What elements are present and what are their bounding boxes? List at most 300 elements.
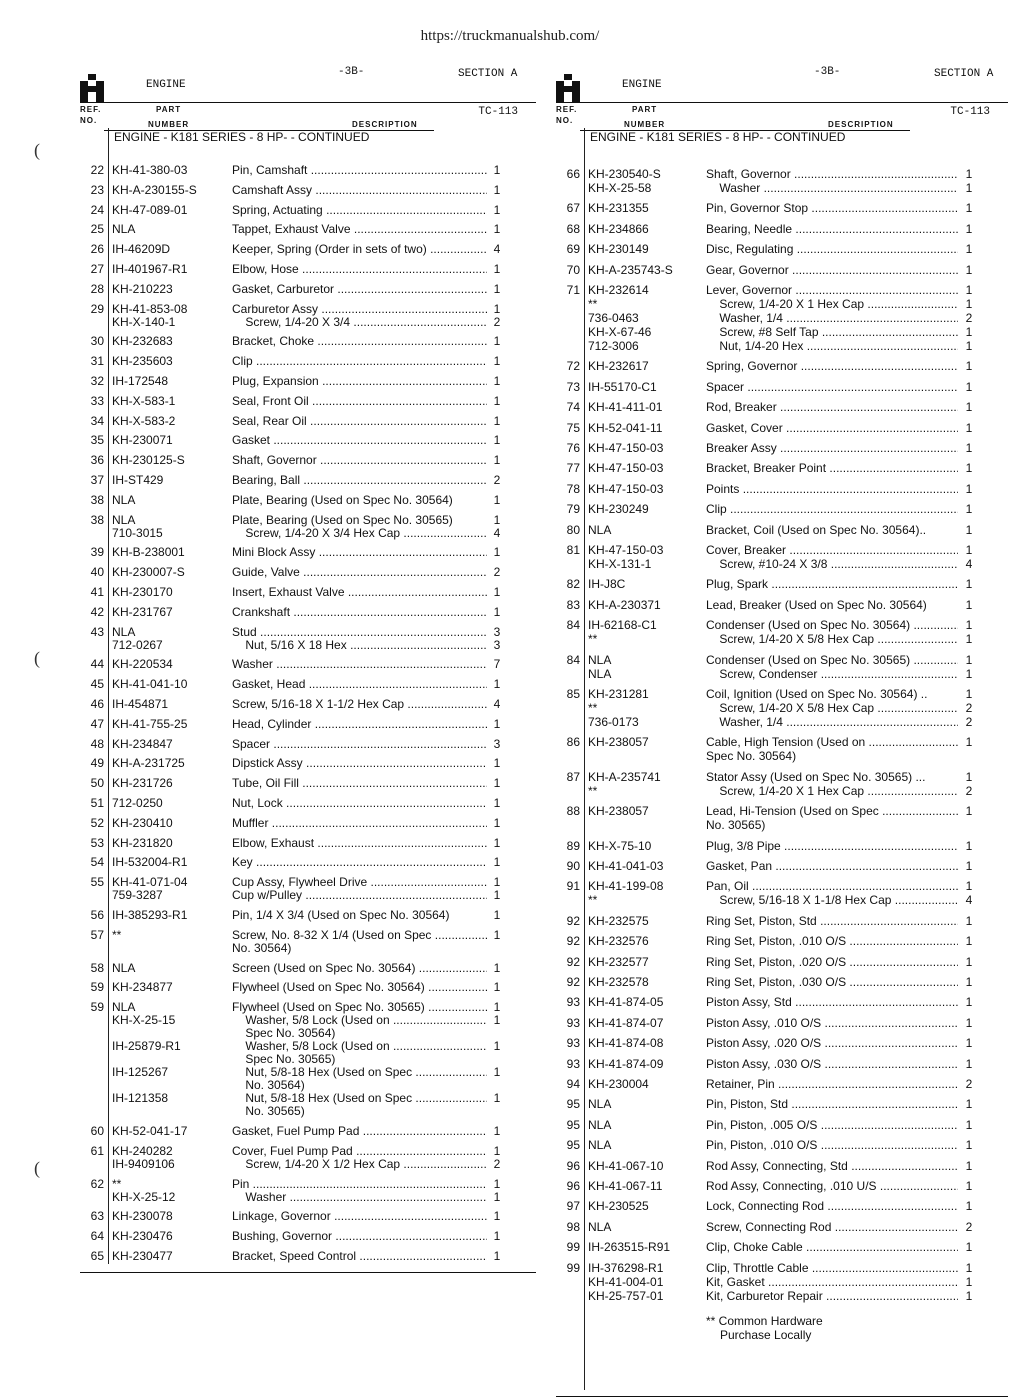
part-description: Nut, 5/8-18 Hex (Used on Spec ..... — [232, 1066, 487, 1079]
part-description: Pin, Governor Stop ..... — [706, 202, 958, 215]
part-description: Camshaft Assy ..... — [232, 184, 487, 197]
engine-heading: ENGINE — [146, 79, 186, 91]
ref-number: 92 — [566, 975, 580, 989]
part-description: Gasket, Pan ..... — [706, 860, 958, 873]
ref-number: 35 — [90, 433, 104, 448]
engine-heading: ENGINE — [622, 79, 662, 91]
part-number: KH-47-150-03 — [588, 461, 664, 476]
part-number: KH-231726 — [112, 776, 173, 791]
ref-number: 34 — [90, 413, 104, 428]
quantity: 1 — [965, 1036, 973, 1051]
ref-divider-line — [584, 128, 585, 1390]
part-label: PART — [156, 105, 182, 114]
part-number: KH-234847 — [112, 736, 173, 751]
part-number: NLA — [588, 666, 612, 681]
quantity: 4 — [493, 242, 501, 257]
ref-number: 99 — [566, 1240, 580, 1255]
description-label: DESCRIPTION — [828, 120, 894, 129]
part-description: Screw, Connecting Rod ..... — [706, 1221, 958, 1234]
subhead: ENGINE - K181 SERIES - 8 HP- - CONTINUED — [114, 130, 370, 144]
part-number: KH-41-380-03 — [112, 163, 188, 177]
ref-number: 63 — [90, 1209, 104, 1224]
part-number: KH-232577 — [588, 954, 649, 969]
part-description: Elbow, Hose ..... — [232, 263, 487, 276]
quantity: 1 — [493, 908, 501, 922]
ref-number: 55 — [90, 875, 104, 890]
ref-number: 39 — [90, 545, 104, 560]
ref-number: 60 — [90, 1124, 104, 1138]
quantity: 1 — [965, 461, 973, 476]
page-number: -3B- — [814, 66, 841, 78]
ref-number: 36 — [90, 453, 104, 468]
part-number: ** — [588, 893, 598, 908]
part-number: KH-238057 — [588, 735, 649, 750]
part-number: NLA — [588, 1219, 612, 1234]
quantity: 1 — [493, 222, 501, 237]
ref-number: 77 — [566, 461, 580, 476]
number-label: NUMBER — [148, 120, 190, 129]
number-label: NUMBER — [624, 120, 666, 129]
ref-number: 57 — [90, 927, 104, 942]
part-description: Gasket, Carburetor ..... — [232, 283, 487, 296]
quantity: 1 — [493, 1176, 501, 1191]
part-description: Ring Set, Piston, .030 O/S ..... — [706, 976, 958, 989]
part-number: KH-220534 — [112, 657, 173, 672]
quantity: 1 — [493, 875, 501, 890]
part-number: KH-A-235741 — [588, 769, 661, 784]
quantity: 1 — [965, 522, 973, 537]
part-description: Seal, Front Oil ..... — [232, 395, 487, 408]
ref-number: 24 — [90, 202, 104, 217]
part-description: Screw, 1/4-20 X 3/4 Hex Cap ..... — [232, 527, 487, 540]
ref-number: 41 — [90, 585, 104, 599]
part-description: Bearing, Needle ..... — [706, 223, 958, 236]
ref-number: 37 — [90, 473, 104, 487]
part-number: KH-41-874-09 — [588, 1056, 664, 1071]
quantity: 1 — [493, 413, 501, 428]
ref-number: 99 — [566, 1260, 580, 1275]
ref-number: 75 — [566, 420, 580, 435]
part-description: Points ..... — [706, 483, 958, 496]
part-description: Screw, 5/16-18 X 1-1/8 Hex Cap ..... — [706, 894, 958, 907]
quantity: 1 — [965, 283, 973, 297]
part-number: KH-232575 — [588, 913, 649, 928]
ref-number: 70 — [566, 262, 580, 277]
tc-code: TC-113 — [478, 106, 518, 118]
ref-number: 62 — [90, 1176, 104, 1191]
part-number: 736-0173 — [588, 715, 639, 729]
part-number: KH-X-140-1 — [112, 314, 176, 329]
ref-number: 88 — [566, 804, 580, 819]
part-description: Condenser (Used on Spec No. 30564) ..... — [706, 619, 958, 632]
part-number: KH-47-150-03 — [588, 543, 664, 557]
ref-number: 64 — [90, 1229, 104, 1244]
part-description: Spacer ..... — [706, 381, 958, 394]
part-description: Washer ..... — [232, 1191, 487, 1204]
part-description: Cable, High Tension (Used on ..... — [706, 736, 958, 749]
part-description: Pan, Oil ..... — [706, 880, 958, 893]
quantity: 1 — [493, 888, 501, 903]
part-number: NLA — [588, 1097, 612, 1112]
ref-number: 50 — [90, 776, 104, 791]
ref-number: 93 — [566, 1056, 580, 1071]
quantity: 2 — [965, 701, 973, 715]
header-rule — [80, 102, 536, 103]
part-description: Pin, Camshaft ..... — [232, 164, 487, 177]
ref-number: 98 — [566, 1219, 580, 1234]
part-number: IH-532004-R1 — [112, 855, 188, 870]
part-description: Gasket, Fuel Pump Pad ..... — [232, 1125, 487, 1138]
source-url: https://truckmanualshub.com/ — [420, 28, 600, 44]
ref-number: 90 — [566, 859, 580, 873]
part-number: NLA — [588, 1117, 612, 1132]
part-number: IH-454871 — [112, 697, 169, 711]
part-number: KH-X-75-10 — [588, 838, 652, 853]
part-number: NLA — [112, 624, 136, 639]
quantity: 1 — [493, 960, 501, 975]
part-description: Bushing, Governor ..... — [232, 1230, 487, 1243]
part-description: Stud ..... — [232, 626, 487, 639]
margin-mark: ( — [34, 1158, 40, 1178]
quantity: 1 — [493, 815, 501, 830]
quantity: 1 — [493, 393, 501, 408]
part-description: Piston Assy, .010 O/S ..... — [706, 1017, 958, 1030]
part-description: Kit, Carburetor Repair ..... — [706, 1290, 958, 1303]
quantity: 1 — [493, 1209, 501, 1224]
quantity: 1 — [965, 1274, 973, 1289]
part-description: Flywheel (Used on Spec No. 30564) ..... — [232, 981, 487, 994]
part-description: No. 30565) — [232, 1105, 305, 1119]
part-number: KH-47-150-03 — [588, 441, 664, 455]
quantity: 1 — [965, 687, 973, 701]
quantity: 1 — [965, 1138, 973, 1153]
part-number: KH-B-238001 — [112, 545, 185, 560]
part-number: NLA — [112, 492, 136, 507]
quantity: 1 — [965, 975, 973, 989]
part-number: KH-230525 — [588, 1199, 649, 1214]
part-description: Bracket, Breaker Point ..... — [706, 462, 958, 475]
quantity: 1 — [493, 492, 501, 507]
part-number: IH-25879-R1 — [112, 1039, 181, 1054]
part-description: Plug, Spark ..... — [706, 578, 958, 591]
ref-number: 30 — [90, 334, 104, 349]
part-description: Washer ..... — [706, 182, 958, 195]
quantity: 1 — [965, 954, 973, 969]
quantity: 1 — [965, 400, 973, 415]
quantity: 1 — [965, 221, 973, 236]
part-description: Guide, Valve ..... — [232, 566, 487, 579]
quantity: 1 — [965, 481, 973, 496]
part-number: KH-232576 — [588, 934, 649, 949]
part-description: Piston Assy, .020 O/S ..... — [706, 1037, 958, 1050]
part-number: KH-X-583-2 — [112, 413, 176, 428]
ref-number: 95 — [566, 1138, 580, 1153]
quantity: 1 — [965, 913, 973, 928]
quantity: 1 — [965, 859, 973, 873]
ref-number: 25 — [90, 222, 104, 237]
part-description: Screw, 5/16-18 X 1-1/2 Hex Cap ..... — [232, 698, 487, 711]
quantity: 1 — [965, 502, 973, 517]
ref-number: 32 — [90, 374, 104, 388]
part-description: Clip, Throttle Cable ..... — [706, 1262, 958, 1275]
part-number: KH-41-071-04 — [112, 875, 188, 890]
ref-number: 95 — [566, 1117, 580, 1132]
part-number: IH-121358 — [112, 1091, 169, 1106]
part-description: Head, Cylinder ..... — [232, 718, 487, 731]
ref-number: 45 — [90, 677, 104, 692]
quantity: 1 — [965, 666, 973, 681]
part-description: Washer, 5/8 Lock (Used on ..... — [232, 1040, 487, 1053]
part-number: KH-X-67-46 — [588, 325, 652, 339]
section-label: SECTION A — [458, 68, 518, 80]
tc-code: TC-113 — [950, 106, 990, 118]
part-description: Spring, Governor ..... — [706, 360, 958, 373]
parts-column-right — [556, 64, 1008, 1342]
part-description: Kit, Gasket ..... — [706, 1276, 958, 1289]
part-number: KH-234877 — [112, 980, 173, 995]
part-number: ** — [588, 297, 598, 311]
part-description: Spec No. 30565) — [232, 1053, 336, 1067]
quantity: 1 — [493, 182, 501, 197]
part-description: Plug, 3/8 Pipe ..... — [706, 840, 958, 853]
quantity: 1 — [965, 167, 973, 181]
part-description: Shaft, Governor ..... — [706, 168, 958, 181]
part-description: Screw, #8 Self Tap ..... — [706, 326, 958, 339]
part-description: No. 30564) — [232, 941, 292, 955]
quantity: 1 — [493, 776, 501, 791]
part-description: Lead, Breaker (Used on Spec No. 30564) — [706, 598, 927, 612]
part-number: KH-X-25-12 — [112, 1189, 176, 1204]
quantity: 1 — [965, 1179, 973, 1193]
quantity: 1 — [965, 1056, 973, 1071]
part-description: Screw, Condenser ..... — [706, 668, 958, 681]
quantity: 1 — [493, 512, 501, 527]
part-description: Washer ..... — [232, 658, 487, 671]
part-number: KH-230149 — [588, 242, 649, 257]
part-description: Dipstick Assy ..... — [232, 757, 487, 770]
quantity: 1 — [493, 756, 501, 771]
part-number: KH-231281 — [588, 687, 649, 701]
part-description: Plug, Expansion ..... — [232, 375, 487, 388]
part-number: IH-9409106 — [112, 1156, 175, 1171]
quantity: 1 — [965, 420, 973, 435]
ref-number: 95 — [566, 1097, 580, 1112]
ref-number: 46 — [90, 697, 104, 711]
ref-number: 65 — [90, 1249, 104, 1263]
ref-number: 61 — [90, 1143, 104, 1158]
page-number: -3B- — [338, 66, 365, 78]
part-description: Cover, Breaker ..... — [706, 544, 958, 557]
quantity: 1 — [493, 1039, 501, 1054]
quantity: 1 — [965, 1015, 973, 1030]
quantity: 1 — [493, 835, 501, 850]
ref-number: 38 — [90, 512, 104, 527]
part-number: IH-263515-R91 — [588, 1240, 671, 1255]
ref-number: 84 — [566, 652, 580, 667]
part-number: IH-J8C — [588, 577, 626, 592]
section-label: SECTION A — [934, 68, 994, 80]
ref-number: 33 — [90, 393, 104, 408]
part-description: Insert, Exhaust Valve ..... — [232, 586, 487, 599]
part-description: Nut, Lock ..... — [232, 797, 487, 810]
ref-number: 92 — [566, 934, 580, 949]
part-description: Rod Assy, Connecting, Std ..... — [706, 1160, 958, 1173]
part-description: Screw, 1/4-20 X 1/2 Hex Cap ..... — [232, 1158, 487, 1171]
quantity: 1 — [493, 374, 501, 388]
quantity: 1 — [493, 301, 501, 316]
ref-number: 38 — [90, 492, 104, 507]
ref-number: 28 — [90, 281, 104, 296]
part-number: IH-55170-C1 — [588, 379, 657, 394]
part-description: Washer, 1/4 ..... — [706, 312, 958, 325]
quantity: 1 — [965, 441, 973, 455]
part-number: NLA — [112, 960, 136, 975]
part-number: KH-41-755-25 — [112, 716, 188, 731]
quantity: 1 — [493, 545, 501, 560]
part-description: Piston Assy, .030 O/S ..... — [706, 1058, 958, 1071]
ref-number: 22 — [90, 163, 104, 177]
part-description: Lever, Governor ..... — [706, 284, 958, 297]
quantity: 2 — [493, 314, 501, 329]
part-number: IH-401967-R1 — [112, 262, 188, 276]
quantity: 1 — [965, 1097, 973, 1112]
part-description: Nut, 5/8-18 Hex (Used on Spec ..... — [232, 1092, 487, 1105]
part-description: Screw, 1/4-20 X 3/4 ..... — [232, 316, 487, 329]
part-description: Screw, 1/4-20 X 5/8 Hex Cap ..... — [706, 702, 958, 715]
part-number: KH-47-150-03 — [588, 481, 664, 496]
quantity: 1 — [493, 1124, 501, 1138]
quantity: 2 — [965, 1077, 973, 1091]
part-number: KH-47-089-01 — [112, 202, 188, 217]
quantity: 2 — [965, 311, 973, 325]
part-number: KH-52-041-11 — [588, 420, 663, 435]
quantity: 1 — [965, 1288, 973, 1303]
ref-number: 27 — [90, 262, 104, 276]
quantity: 1 — [965, 1117, 973, 1132]
ref-number: 97 — [566, 1199, 580, 1214]
part-number: IH-172548 — [112, 374, 169, 388]
part-number: KH-41-411-01 — [588, 400, 663, 415]
part-label: PART — [632, 105, 658, 114]
part-description: Gasket, Cover ..... — [706, 422, 958, 435]
part-number: KH-X-25-15 — [112, 1013, 176, 1028]
part-number: IH-62168-C1 — [588, 618, 657, 633]
part-description: Spacer ..... — [232, 738, 487, 751]
part-number: ** — [112, 927, 122, 942]
part-description: Tube, Oil Fill ..... — [232, 777, 487, 790]
quantity: 1 — [965, 339, 973, 353]
quantity: 1 — [493, 1229, 501, 1244]
quantity: 1 — [965, 838, 973, 853]
quantity: 1 — [493, 585, 501, 599]
part-number: ** — [588, 632, 598, 647]
quantity: 1 — [493, 163, 501, 177]
part-number: IH-125267 — [112, 1065, 169, 1080]
ih-logo-icon — [80, 74, 104, 102]
quantity: 1 — [493, 677, 501, 692]
part-description: Rod Assy, Connecting, .010 U/S ..... — [706, 1180, 958, 1193]
part-number: KH-234866 — [588, 221, 649, 236]
ref-number: 59 — [90, 1000, 104, 1015]
part-number: NLA — [588, 1138, 612, 1153]
quantity: 1 — [493, 855, 501, 870]
part-number: KH-230477 — [112, 1249, 173, 1263]
part-number: KH-232614 — [588, 283, 649, 297]
quantity: 1 — [493, 796, 501, 810]
ref-number: 78 — [566, 481, 580, 496]
quantity: 4 — [493, 525, 501, 540]
part-description: Ring Set, Piston, Std ..... — [706, 915, 958, 928]
ref-number: 53 — [90, 835, 104, 850]
quantity: 1 — [965, 1240, 973, 1255]
part-number: KH-230249 — [588, 502, 649, 517]
part-description: Muffler ..... — [232, 817, 487, 830]
ref-number: 71 — [566, 283, 580, 297]
quantity: 1 — [965, 242, 973, 257]
part-description: Washer, 1/4 ..... — [706, 716, 958, 729]
no-label: NO. — [80, 116, 98, 125]
part-description: No. 30565) — [706, 819, 766, 833]
part-description: Tappet, Exhaust Valve ..... — [232, 223, 487, 236]
quantity: 1 — [965, 934, 973, 949]
column-header — [80, 64, 536, 144]
ih-logo-icon — [556, 74, 580, 102]
part-description: Pin, Piston, .005 O/S ..... — [706, 1119, 958, 1132]
quantity: 1 — [965, 632, 973, 647]
quantity: 3 — [493, 624, 501, 639]
part-number: KH-41-041-10 — [112, 677, 188, 692]
parts-column-left — [80, 64, 536, 1263]
quantity: 1 — [965, 577, 973, 592]
part-description: Gasket, Head ..... — [232, 678, 487, 691]
part-description: Elbow, Exhaust ..... — [232, 837, 487, 850]
part-number: KH-52-041-17 — [112, 1124, 188, 1138]
quantity: 1 — [965, 879, 973, 894]
ref-number: 82 — [566, 577, 580, 592]
ref-number: 72 — [566, 359, 580, 374]
ref-number: 73 — [566, 379, 580, 394]
part-description: Gear, Governor ..... — [706, 264, 958, 277]
part-description: Screw, #10-24 X 3/8 ..... — [706, 558, 958, 571]
part-number: 759-3287 — [112, 888, 163, 903]
part-number: KH-41-874-07 — [588, 1015, 664, 1030]
ref-number: 44 — [90, 657, 104, 672]
no-label: NO. — [556, 116, 574, 125]
ref-number: 80 — [566, 522, 580, 537]
ref-number: 86 — [566, 735, 580, 750]
ref-number: 93 — [566, 1036, 580, 1051]
bottom-rule — [80, 1272, 536, 1273]
quantity: 1 — [965, 359, 973, 374]
quantity: 1 — [493, 1065, 501, 1080]
part-description: Clip, Choke Cable ..... — [706, 1241, 958, 1254]
quantity: 1 — [965, 652, 973, 667]
ref-number: 51 — [90, 796, 104, 810]
ref-number: 40 — [90, 565, 104, 580]
part-number: 710-3015 — [112, 525, 163, 540]
quantity: 1 — [965, 325, 973, 339]
quantity: 1 — [493, 334, 501, 349]
ref-number: 92 — [566, 913, 580, 928]
quantity: 1 — [965, 379, 973, 394]
part-description: Ring Set, Piston, .010 O/S ..... — [706, 935, 958, 948]
ref-number: 96 — [566, 1158, 580, 1173]
quantity: 1 — [965, 995, 973, 1010]
margin-mark: ( — [34, 648, 40, 668]
ref-number: 66 — [566, 167, 580, 181]
quantity: 1 — [493, 716, 501, 731]
quantity: 1 — [965, 804, 973, 819]
